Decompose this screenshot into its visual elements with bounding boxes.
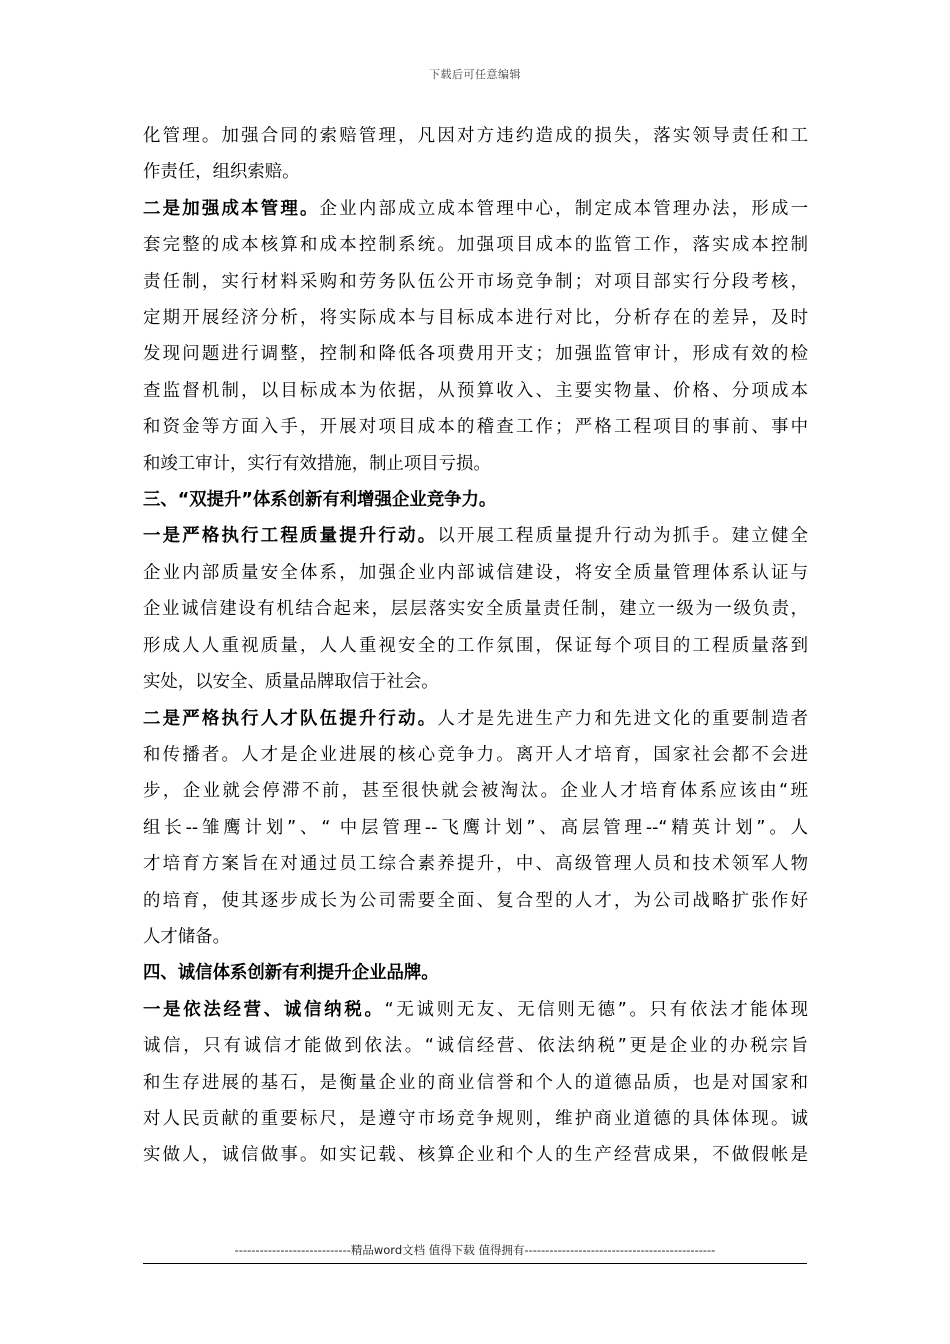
text-line: 实做人，诚信做事。如实记载、核算企业和个人的生产经营成果，不做假帐是 (143, 1145, 808, 1166)
paragraph-lawful-operation (143, 992, 808, 1174)
paragraph-talent-upgrade (143, 701, 808, 956)
paragraph-quality-upgrade (143, 518, 808, 700)
text-line (143, 701, 808, 737)
text-line: 责任制，实行材料采购和劳务队伍公开市场竞争制；对项目部实行分段考核， (143, 271, 808, 292)
text-run: 企业内部成立成本管理中心，制定成本管理办法，形成一 (319, 198, 808, 219)
text-run: 以开展工程质量提升行动为抓手。建立健全 (437, 526, 808, 547)
page-header: 下载后可任意编辑 (429, 68, 521, 81)
paragraph-lead: 一是严格执行工程质量提升行动。 (143, 526, 438, 547)
heading-text: 四、诚信体系创新有利提升企业品牌。 (143, 963, 439, 984)
text-line: 组长--雏鹰计划”、“ 中层管理--飞鹰计划”、高层管理--“精英计划”。人 (143, 817, 808, 838)
text-line (143, 518, 808, 554)
section-heading-integrity (143, 955, 808, 991)
footer-divider (143, 1263, 807, 1264)
paragraph-cost-management (143, 191, 808, 482)
paragraph-contract-claims (143, 118, 808, 191)
text-line: 的培育，使其逐步成长为公司需要全面、复合型的人才，为公司战略扩张作好 (143, 890, 808, 911)
text-line: 企业诚信建设有机结合起来，层层落实安全质量责任制，建立一级为一级负责， (143, 599, 808, 620)
text-line: 诚信，只有诚信才能做到依法。“诚信经营、依法纳税”更是企业的办税宗旨 (143, 1036, 808, 1057)
text-line: 作责任，组织索赔。 (143, 162, 300, 183)
text-line: 企业内部质量安全体系，加强企业内部诚信建设，将安全质量管理体系认证与 (143, 562, 808, 583)
text-line: 人才储备。 (143, 926, 230, 947)
text-line: 步，企业就会停滞不前，甚至很快就会被淘汰。企业人才培育体系应该由“班 (143, 781, 808, 802)
text-run: “无诚则无友、无信则无德”。只有依法才能体现 (384, 999, 808, 1020)
document-body (143, 118, 808, 1174)
text-line: 查监督机制，以目标成本为依据，从预算收入、主要实物量、价格、分项成本 (143, 380, 808, 401)
text-line: 化管理。加强合同的索赔管理，凡因对方违约造成的损失，落实领导责任和工 (143, 126, 808, 146)
heading-text: 三、“双提升”体系创新有利增强企业竞争力。 (143, 490, 497, 511)
text-line (143, 191, 808, 227)
text-line: 定期开展经济分析，将实际成本与目标成本进行对比，分析存在的差异，及时 (143, 308, 808, 329)
paragraph-lead: 二是严格执行人才队伍提升行动。 (143, 708, 438, 729)
text-line: 套完整的成本核算和成本控制系统。加强项目成本的监管工作，落实成本控制 (143, 235, 808, 256)
text-line: 形成人人重视质量，人人重视安全的工作氛围，保证每个项目的工程质量落到 (143, 635, 808, 656)
page-footer: ----------------------------精品word文档 值得下载 值得拥有---------------------------------------------- (234, 1243, 716, 1257)
text-line: 才培育方案旨在对通过员工综合素养提升，中、高级管理人员和技术领军人物 (143, 854, 808, 875)
text-run: 人才是先进生产力和先进文化的重要制造者 (437, 708, 808, 729)
text-line: 和竣工审计，实行有效措施，制止项目亏损。 (143, 453, 491, 474)
paragraph-lead: 一是依法经营、诚信纳税。 (143, 999, 385, 1020)
text-line: 发现问题进行调整，控制和降低各项费用开支；加强监管审计，形成有效的检 (143, 344, 808, 365)
text-line: 实处，以安全、质量品牌取信于社会。 (143, 672, 439, 693)
text-line: 和资金等方面入手，开展对项目成本的稽查工作；严格工程项目的事前、事中 (143, 417, 808, 438)
paragraph-lead: 二是加强成本管理。 (143, 198, 320, 219)
text-line: 和生存进展的基石，是衡量企业的商业信誉和个人的道德品质，也是对国家和 (143, 1072, 808, 1093)
text-line (143, 992, 808, 1028)
section-heading-dual-upgrade (143, 482, 808, 518)
text-line: 和传播者。人才是企业进展的核心竞争力。离开人才培育，国家社会都不会进 (143, 744, 808, 765)
text-line: 对人民贡献的重要标尺，是遵守市场竞争规则，维护商业道德的具体体现。诚 (143, 1108, 808, 1129)
